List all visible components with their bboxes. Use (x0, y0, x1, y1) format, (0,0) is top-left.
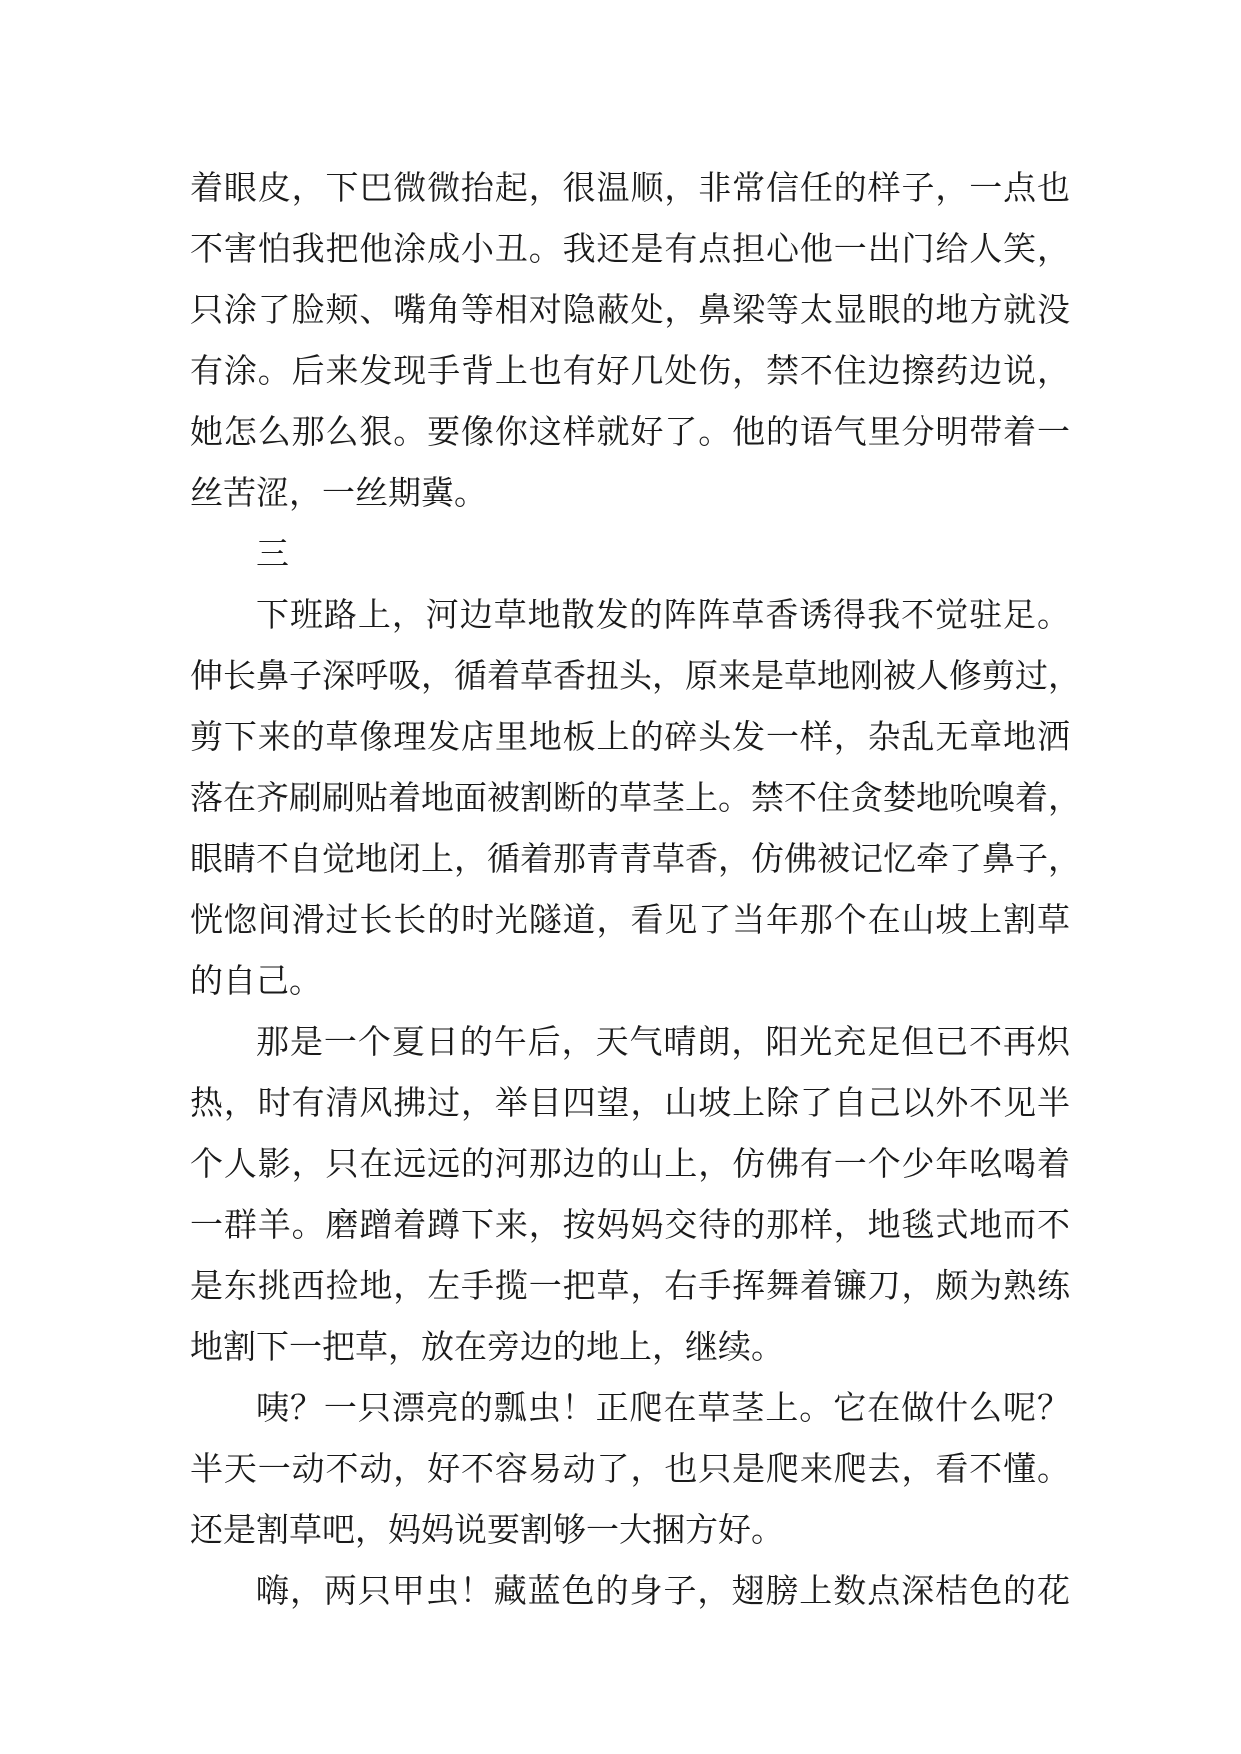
section-heading: 三 (256, 534, 289, 573)
text-line: 不害怕我把他涂成小丑。我还是有点担心他一出门给人笑， (190, 229, 1070, 268)
text-line: 有涂。后来发现手背上也有好几处伤，禁不住边擦药边说， (190, 351, 1070, 390)
text-line: 还是割草吧，妈妈说要割够一大捆方好。 (190, 1510, 784, 1549)
text-line: 着眼皮，下巴微微抬起，很温顺，非常信任的样子，一点也 (190, 168, 1070, 207)
text-line: 恍惚间滑过长长的时光隧道，看见了当年那个在山坡上割草 (190, 900, 1070, 939)
text-line: 热，时有清风拂过，举目四望，山坡上除了自己以外不见半 (190, 1083, 1070, 1122)
text-line: 伸长鼻子深呼吸，循着草香扭头，原来是草地刚被人修剪过， (190, 656, 1081, 695)
text-line: 个人影，只在远远的河那边的山上，仿佛有一个少年吆喝着 (190, 1144, 1070, 1183)
text-line: 她怎么那么狠。要像你这样就好了。他的语气里分明带着一 (190, 412, 1070, 451)
text-line: 下班路上，河边草地散发的阵阵草香诱得我不觉驻足。 (256, 595, 1070, 634)
text-line: 一群羊。磨蹭着蹲下来，按妈妈交待的那样，地毯式地而不 (190, 1205, 1070, 1244)
text-line: 咦？一只漂亮的瓢虫！正爬在草茎上。它在做什么呢？ (256, 1388, 1070, 1427)
text-line: 剪下来的草像理发店里地板上的碎头发一样，杂乱无章地洒 (190, 717, 1070, 756)
text-line: 半天一动不动，好不容易动了，也只是爬来爬去，看不懂。 (190, 1449, 1070, 1488)
text-line: 丝苦涩，一丝期冀。 (190, 473, 487, 512)
text-line: 的自己。 (190, 961, 322, 1000)
text-line: 落在齐刷刷贴着地面被割断的草茎上。禁不住贪婪地吮嗅着， (190, 778, 1081, 817)
text-line: 只涂了脸颊、嘴角等相对隐蔽处，鼻梁等太显眼的地方就没 (190, 290, 1070, 329)
text-line: 是东挑西捡地，左手揽一把草，右手挥舞着镰刀，颇为熟练 (190, 1266, 1070, 1305)
body-text (190, 157, 1081, 1621)
text-line: 那是一个夏日的午后，天气晴朗，阳光充足但已不再炽 (256, 1022, 1070, 1061)
text-line: 地割下一把草，放在旁边的地上，继续。 (190, 1327, 784, 1366)
text-line: 嗨，两只甲虫！藏蓝色的身子，翅膀上数点深桔色的花 (256, 1571, 1070, 1610)
text-line: 眼睛不自觉地闭上，循着那青青草香，仿佛被记忆牵了鼻子， (190, 839, 1081, 878)
